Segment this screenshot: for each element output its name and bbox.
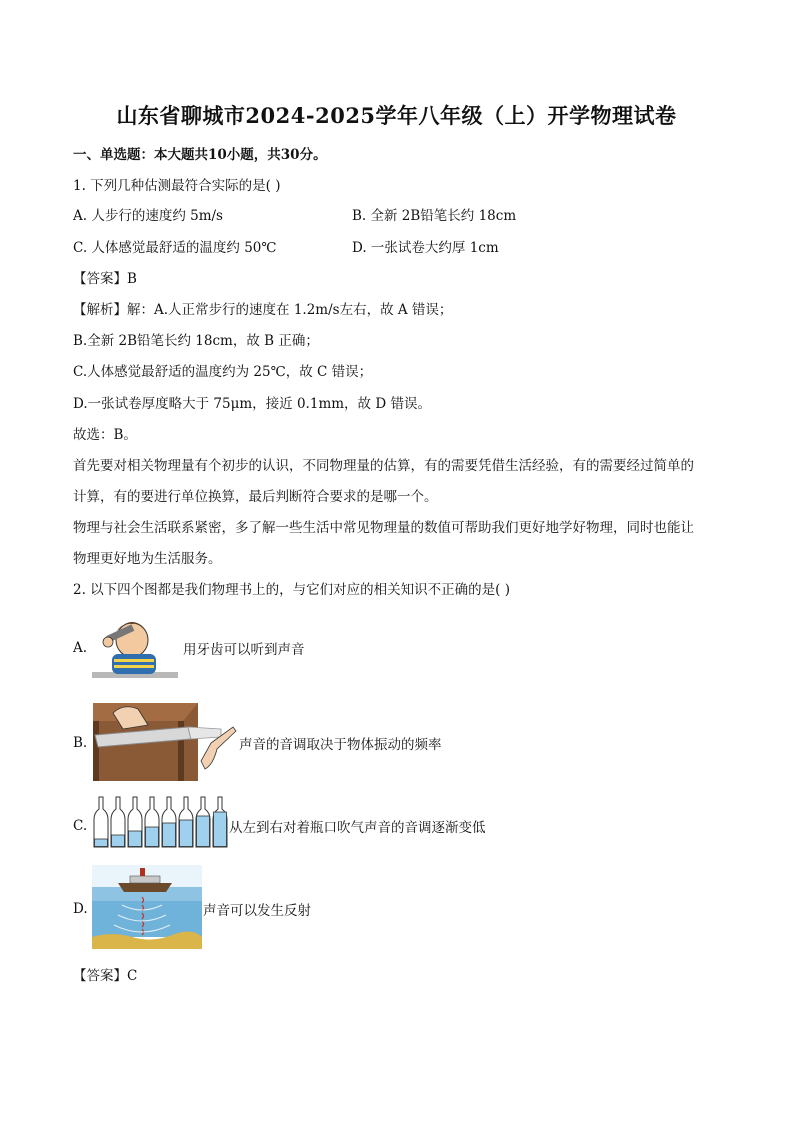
q2-answer: 【答案】C	[73, 968, 138, 984]
q2-option-d-text: 声音可以发生反射	[203, 903, 311, 919]
q2-option-b-label: B.	[73, 735, 88, 751]
q1-option-b: B. 全新 2B铅笔长约 18cm	[352, 208, 517, 224]
q2-option-b-text: 声音的音调取决于物体振动的频率	[239, 737, 442, 753]
q1-analysis-line: 首先要对相关物理量有个初步的认识，不同物理量的估算，有的需要凭借生活经验，有的需要经过简单的	[73, 458, 694, 474]
q2-option-c-text: 从左到右对着瓶口吹气声音的音调逐渐变低	[229, 820, 486, 836]
q2-stem: 2. 以下四个图都是我们物理书上的，与它们对应的相关知识不正确的是( )	[73, 582, 510, 598]
page-title: 山东省聊城市2024-2025学年八年级（上）开学物理试卷	[116, 103, 677, 128]
q1-option-a: A. 人步行的速度约 5m/s	[73, 208, 223, 224]
q1-analysis-line: B.全新 2B铅笔长约 18cm，故 B 正确；	[73, 333, 319, 349]
q1-option-d: D. 一张试卷大约厚 1cm	[352, 240, 499, 256]
q1-analysis-line: 物理更好地为生活服务。	[73, 551, 222, 567]
q1-option-c: C. 人体感觉最舒适的温度约 50℃	[73, 240, 277, 256]
q2-option-c-label: C.	[73, 818, 88, 834]
ruler-on-table-figure	[93, 703, 238, 781]
q2-option-d-label: D.	[73, 901, 88, 917]
q1-analysis-line: 物理与社会生活联系紧密，多了解一些生活中常见物理量的数值可帮助我们更好地学好物理，同时也能让	[73, 520, 694, 536]
bottles-figure	[90, 795, 228, 849]
q1-answer: 【答案】B	[73, 271, 137, 287]
q1-stem: 1. 下列几种估测最符合实际的是( )	[73, 178, 281, 194]
q2-option-a-text: 用牙齿可以听到声音	[183, 642, 305, 658]
q1-analysis-line: 计算，有的要进行单位换算，最后判断符合要求的是哪一个。	[73, 489, 438, 505]
q1-analysis-line: 故选：B。	[73, 427, 137, 443]
q1-analysis-line: D.一张试卷厚度略大于 75μm，接近 0.1mm，故 D 错误。	[73, 396, 431, 412]
q2-option-a-label: A.	[73, 640, 88, 656]
boy-listening-figure	[92, 608, 178, 680]
sonar-ship-figure	[92, 865, 202, 949]
section-heading: 一、单选题：本大题共10小题，共30分。	[73, 147, 327, 163]
q1-analysis-line: C.人体感觉最舒适的温度约为 25℃，故 C 错误；	[73, 364, 373, 380]
q1-analysis-line: 【解析】解：A.人正常步行的速度在 1.2m/s左右，故 A 错误；	[73, 302, 453, 318]
